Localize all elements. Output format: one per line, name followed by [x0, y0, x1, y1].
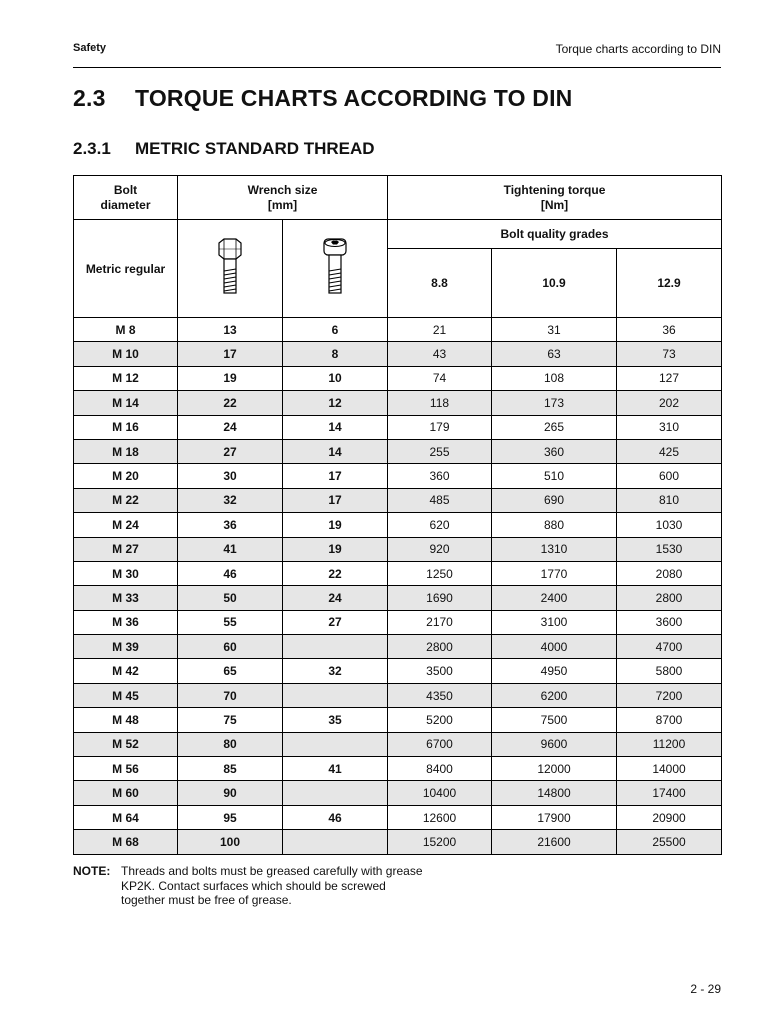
wrench-size-hex-cell: 70: [178, 683, 283, 707]
wrench-size-socket-cell: 19: [283, 513, 388, 537]
heading-2-number: 2.3.1: [73, 139, 111, 158]
torque-10-9-cell: 510: [492, 464, 617, 488]
torque-8-8-cell: 21: [388, 318, 492, 342]
bolt-diameter-cell: M 24: [74, 513, 178, 537]
table-row: [74, 537, 722, 561]
torque-8-8-cell: 8400: [388, 757, 492, 781]
torque-8-8-cell: 74: [388, 366, 492, 390]
note-text: [121, 864, 451, 908]
bolt-diameter-cell: M 16: [74, 415, 178, 439]
table-row: [74, 366, 722, 390]
heading-2-text: METRIC STANDARD THREAD: [135, 139, 375, 158]
torque-8-8-cell: 2800: [388, 635, 492, 659]
note-line: Threads and bolts must be greased carefully with grease: [121, 864, 423, 878]
wrench-size-hex-cell: 30: [178, 464, 283, 488]
torque-12-9-cell: 17400: [617, 781, 722, 805]
heading-1-number: 2.3: [73, 85, 106, 111]
table-row: [74, 342, 722, 366]
torque-10-9-cell: 108: [492, 366, 617, 390]
wrench-size-socket-cell: 10: [283, 366, 388, 390]
torque-10-9-cell: 690: [492, 488, 617, 512]
grade-header: 10.9: [492, 249, 617, 318]
torque-12-9-cell: 2800: [617, 586, 722, 610]
table-row: [74, 757, 722, 781]
socket-head-cap-screw-icon: [283, 220, 388, 318]
torque-12-9-cell: 7200: [617, 683, 722, 707]
torque-8-8-cell: 43: [388, 342, 492, 366]
torque-12-9-cell: 14000: [617, 757, 722, 781]
wrench-size-socket-cell: [283, 830, 388, 854]
wrench-size-socket-cell: 8: [283, 342, 388, 366]
torque-8-8-cell: 118: [388, 391, 492, 415]
wrench-size-hex-cell: 13: [178, 318, 283, 342]
torque-10-9-cell: 14800: [492, 781, 617, 805]
heading-1: [73, 85, 572, 112]
bolt-diameter-cell: M 36: [74, 610, 178, 634]
torque-12-9-cell: 2080: [617, 561, 722, 585]
torque-8-8-cell: 360: [388, 464, 492, 488]
bolt-diameter-cell: M 18: [74, 439, 178, 463]
table-row: [74, 391, 722, 415]
bolt-quality-grades-label: Bolt quality grades: [388, 220, 722, 249]
torque-12-9-cell: 8700: [617, 708, 722, 732]
wrench-size-socket-cell: [283, 732, 388, 756]
torque-12-9-cell: 20900: [617, 805, 722, 829]
torque-12-9-cell: 1530: [617, 537, 722, 561]
heading-1-text: TORQUE CHARTS ACCORDING TO DIN: [135, 85, 573, 111]
wrench-size-socket-cell: 14: [283, 439, 388, 463]
torque-10-9-cell: 360: [492, 439, 617, 463]
torque-8-8-cell: 4350: [388, 683, 492, 707]
wrench-size-hex-cell: 46: [178, 561, 283, 585]
bolt-diameter-cell: M 10: [74, 342, 178, 366]
bolt-diameter-cell: M 33: [74, 586, 178, 610]
torque-12-9-cell: 425: [617, 439, 722, 463]
torque-8-8-cell: 6700: [388, 732, 492, 756]
torque-12-9-cell: 4700: [617, 635, 722, 659]
torque-12-9-cell: 202: [617, 391, 722, 415]
torque-8-8-cell: 920: [388, 537, 492, 561]
note-line: together must be free of grease.: [121, 893, 292, 907]
table-row: [74, 683, 722, 707]
bolt-diameter-cell: M 52: [74, 732, 178, 756]
wrench-size-hex-cell: 90: [178, 781, 283, 805]
wrench-size-hex-cell: 50: [178, 586, 283, 610]
torque-8-8-cell: 5200: [388, 708, 492, 732]
page-number: 2 - 29: [690, 982, 721, 996]
torque-8-8-cell: 1690: [388, 586, 492, 610]
torque-8-8-cell: 620: [388, 513, 492, 537]
wrench-size-hex-cell: 55: [178, 610, 283, 634]
table-row: [74, 415, 722, 439]
header-title: Torque charts according to DIN: [555, 42, 721, 56]
torque-12-9-cell: 3600: [617, 610, 722, 634]
torque-8-8-cell: 179: [388, 415, 492, 439]
bolt-diameter-cell: M 8: [74, 318, 178, 342]
torque-12-9-cell: 36: [617, 318, 722, 342]
torque-10-9-cell: 173: [492, 391, 617, 415]
wrench-size-hex-cell: 19: [178, 366, 283, 390]
bolt-diameter-cell: M 14: [74, 391, 178, 415]
torque-8-8-cell: 1250: [388, 561, 492, 585]
wrench-size-socket-cell: 35: [283, 708, 388, 732]
torque-8-8-cell: 255: [388, 439, 492, 463]
torque-8-8-cell: 3500: [388, 659, 492, 683]
torque-12-9-cell: 127: [617, 366, 722, 390]
torque-10-9-cell: 265: [492, 415, 617, 439]
table-row: [74, 610, 722, 634]
table-row: [74, 659, 722, 683]
torque-table: [73, 175, 722, 855]
bolt-diameter-cell: M 68: [74, 830, 178, 854]
torque-12-9-cell: 25500: [617, 830, 722, 854]
wrench-size-hex-cell: 27: [178, 439, 283, 463]
bolt-diameter-cell: M 27: [74, 537, 178, 561]
wrench-size-hex-cell: 22: [178, 391, 283, 415]
table-row: [74, 561, 722, 585]
torque-10-9-cell: 4000: [492, 635, 617, 659]
wrench-size-socket-cell: [283, 781, 388, 805]
wrench-size-hex-cell: 32: [178, 488, 283, 512]
bolt-diameter-cell: M 42: [74, 659, 178, 683]
wrench-size-hex-cell: 65: [178, 659, 283, 683]
table-row: [74, 439, 722, 463]
table-row: [74, 318, 722, 342]
grade-header: 8.8: [388, 249, 492, 318]
table-row: [74, 708, 722, 732]
col-bolt-diameter: Bolt diameter: [74, 176, 178, 220]
wrench-size-hex-cell: 100: [178, 830, 283, 854]
torque-12-9-cell: 310: [617, 415, 722, 439]
wrench-size-hex-cell: 85: [178, 757, 283, 781]
wrench-size-hex-cell: 75: [178, 708, 283, 732]
table-row: [74, 488, 722, 512]
torque-12-9-cell: 810: [617, 488, 722, 512]
torque-table-body: [74, 318, 722, 855]
wrench-size-hex-cell: 17: [178, 342, 283, 366]
wrench-size-socket-cell: [283, 683, 388, 707]
torque-10-9-cell: 12000: [492, 757, 617, 781]
wrench-size-hex-cell: 41: [178, 537, 283, 561]
table-row: [74, 805, 722, 829]
wrench-size-socket-cell: 32: [283, 659, 388, 683]
table-row: [74, 586, 722, 610]
col-wrench-size: Wrench size [mm]: [178, 176, 388, 220]
wrench-size-socket-cell: 12: [283, 391, 388, 415]
metric-regular-label: Metric regular: [74, 220, 178, 318]
bolt-diameter-cell: M 56: [74, 757, 178, 781]
bolt-diameter-cell: M 48: [74, 708, 178, 732]
torque-8-8-cell: 485: [388, 488, 492, 512]
wrench-size-socket-cell: 27: [283, 610, 388, 634]
torque-8-8-cell: 10400: [388, 781, 492, 805]
hex-head-bolt-icon: [178, 220, 283, 318]
torque-10-9-cell: 17900: [492, 805, 617, 829]
table-row: [74, 464, 722, 488]
torque-10-9-cell: 4950: [492, 659, 617, 683]
wrench-size-socket-cell: 17: [283, 488, 388, 512]
bolt-diameter-cell: M 30: [74, 561, 178, 585]
header-rule: [73, 67, 721, 68]
bolt-diameter-cell: M 39: [74, 635, 178, 659]
bolt-diameter-cell: M 12: [74, 366, 178, 390]
wrench-size-hex-cell: 36: [178, 513, 283, 537]
torque-10-9-cell: 880: [492, 513, 617, 537]
table-row: [74, 513, 722, 537]
bolt-diameter-cell: M 64: [74, 805, 178, 829]
wrench-size-socket-cell: 14: [283, 415, 388, 439]
bolt-diameter-cell: M 20: [74, 464, 178, 488]
wrench-size-hex-cell: 95: [178, 805, 283, 829]
wrench-size-socket-cell: 19: [283, 537, 388, 561]
torque-10-9-cell: 2400: [492, 586, 617, 610]
torque-12-9-cell: 600: [617, 464, 722, 488]
wrench-size-socket-cell: 46: [283, 805, 388, 829]
wrench-size-hex-cell: 60: [178, 635, 283, 659]
torque-10-9-cell: 7500: [492, 708, 617, 732]
table-row: [74, 732, 722, 756]
header-section: Safety: [73, 42, 107, 54]
torque-10-9-cell: 9600: [492, 732, 617, 756]
bolt-diameter-cell: M 45: [74, 683, 178, 707]
torque-10-9-cell: 63: [492, 342, 617, 366]
bolt-diameter-cell: M 60: [74, 781, 178, 805]
note-label: NOTE:: [73, 864, 111, 878]
wrench-size-socket-cell: 17: [283, 464, 388, 488]
torque-10-9-cell: 1310: [492, 537, 617, 561]
torque-8-8-cell: 15200: [388, 830, 492, 854]
wrench-size-hex-cell: 24: [178, 415, 283, 439]
torque-12-9-cell: 1030: [617, 513, 722, 537]
torque-8-8-cell: 12600: [388, 805, 492, 829]
torque-10-9-cell: 1770: [492, 561, 617, 585]
wrench-size-socket-cell: [283, 635, 388, 659]
wrench-size-socket-cell: 41: [283, 757, 388, 781]
torque-12-9-cell: 73: [617, 342, 722, 366]
wrench-size-socket-cell: 24: [283, 586, 388, 610]
torque-8-8-cell: 2170: [388, 610, 492, 634]
torque-12-9-cell: 5800: [617, 659, 722, 683]
table-row: [74, 830, 722, 854]
col-tightening-torque: Tightening torque [Nm]: [388, 176, 722, 220]
note-line: KP2K. Contact surfaces which should be screwed: [121, 878, 386, 893]
torque-10-9-cell: 21600: [492, 830, 617, 854]
torque-12-9-cell: 11200: [617, 732, 722, 756]
table-row: [74, 781, 722, 805]
torque-10-9-cell: 6200: [492, 683, 617, 707]
torque-10-9-cell: 3100: [492, 610, 617, 634]
heading-2: [73, 139, 375, 159]
grade-header: 12.9: [617, 249, 722, 318]
wrench-size-hex-cell: 80: [178, 732, 283, 756]
bolt-diameter-cell: M 22: [74, 488, 178, 512]
wrench-size-socket-cell: 22: [283, 561, 388, 585]
table-row: [74, 635, 722, 659]
torque-10-9-cell: 31: [492, 318, 617, 342]
wrench-size-socket-cell: 6: [283, 318, 388, 342]
